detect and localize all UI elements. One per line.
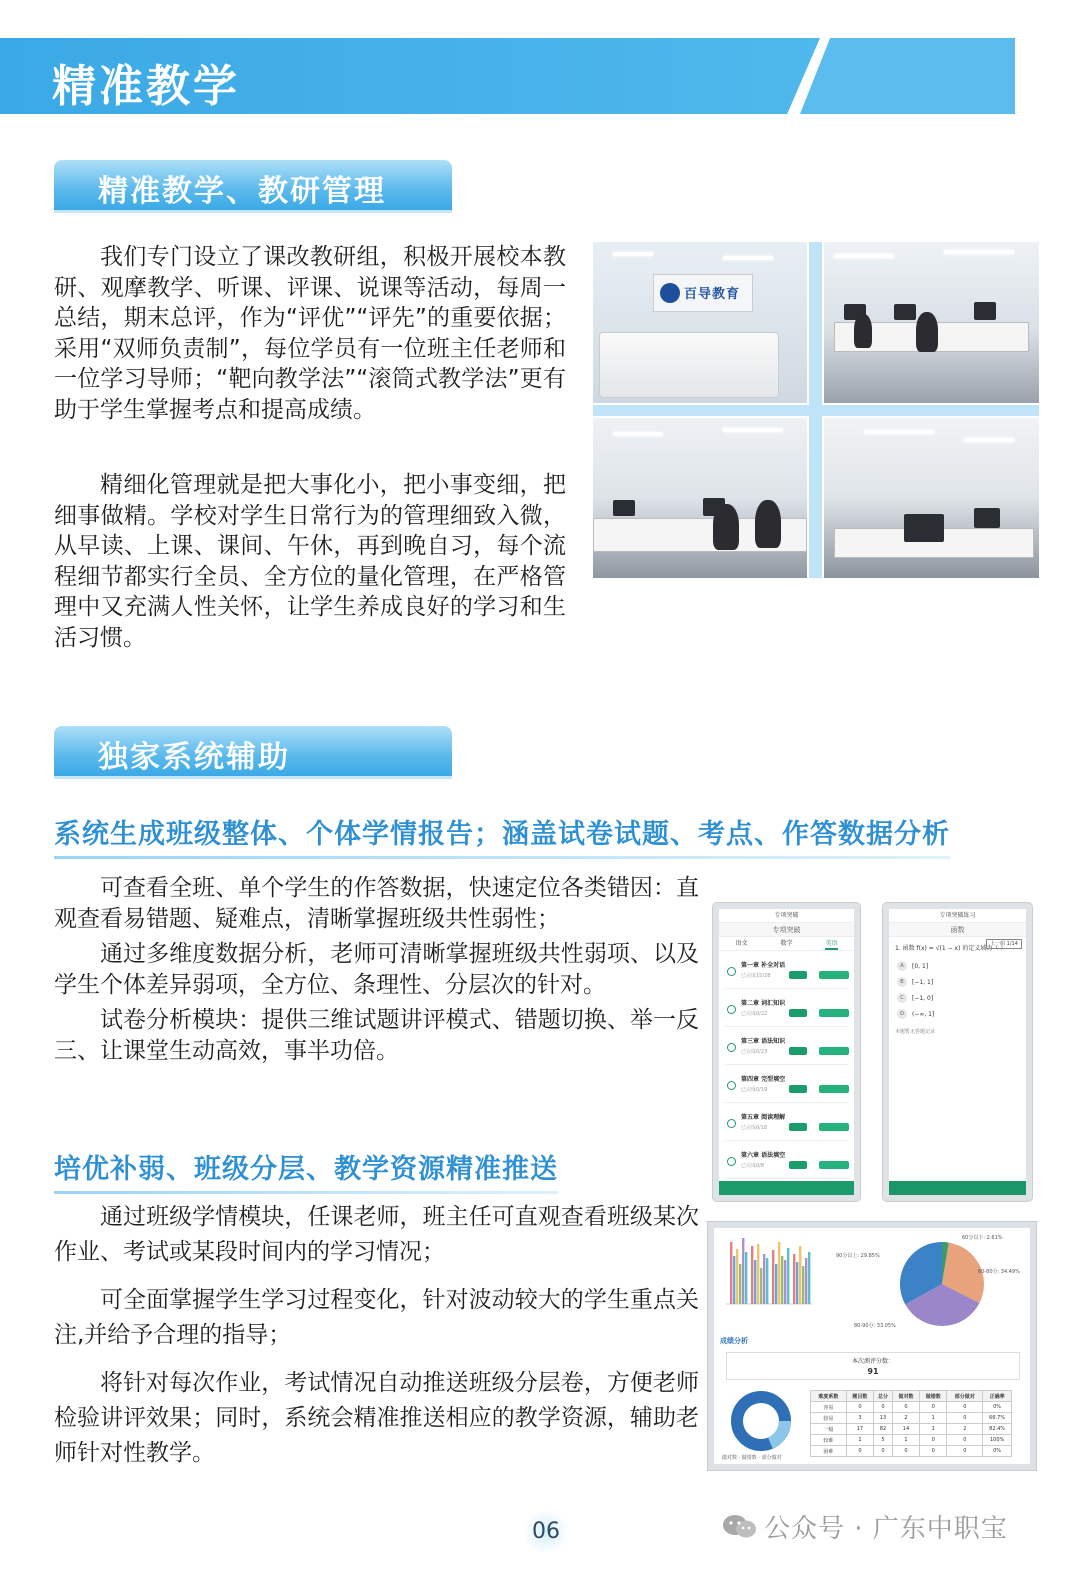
table-cell: 困难: [811, 1446, 847, 1457]
table-cell: 2: [892, 1413, 919, 1424]
table-cell: 0: [920, 1435, 947, 1446]
enter-button[interactable]: [819, 1123, 849, 1131]
check-icon: [727, 1157, 736, 1166]
check-icon: [727, 1043, 736, 1052]
reception-desk: [599, 332, 779, 398]
table-cell: 13: [874, 1413, 893, 1424]
paragraphs-layered: 通过班级学情模块，任课老师，班主任可直观查看班级某次作业、考试或某段时间内的学习情况； 可全面掌握学生学习过程变化，针对波动较大的学生重点关注,并给予合理的指导； 将针对每次作业，考试情况自动推送班级分层卷，方便老师检验讲评效果；同时，系统会精准推送相应的教学资源，辅助老师针对性教学。: [54, 1204, 699, 1466]
thumbnail-bar: [802, 1266, 804, 1304]
thumbnail-bar: [751, 1246, 753, 1304]
pie-label: 60-80分: 34.49%: [978, 1269, 1020, 1275]
table-cell: 1: [846, 1435, 873, 1446]
table-header-cell: 做错数: [920, 1391, 947, 1402]
score-box: 本次测评分数： 91: [726, 1352, 1020, 1380]
table-cell: 0: [846, 1446, 873, 1457]
header-banner: [0, 38, 1080, 114]
donut-chart: [726, 1386, 796, 1456]
thumbnail-bar: [787, 1248, 789, 1304]
thumbnail-bar: [757, 1244, 759, 1304]
check-icon: [727, 1005, 736, 1014]
check-icon: [727, 1119, 736, 1128]
answer-option[interactable]: D (−∞, 1]: [889, 1006, 1026, 1022]
photo-divider-vertical: [809, 242, 822, 578]
bar-chart-thumbnail: [724, 1232, 814, 1312]
progress-tag: [789, 1123, 807, 1131]
table-row: [811, 1435, 1012, 1446]
answer-option[interactable]: B [−1, 1]: [889, 974, 1026, 990]
table-cell: 1: [920, 1413, 947, 1424]
app-screenshot-question: 专项突破练习 函数 上一组 1/14 1. 函数 f(x) = √(1 − x) 的定义域为（ ） A [0, 1] B [−1, 1] C [−1, 0] D (−∞, 1] 本题暂无答题记录: [883, 903, 1032, 1201]
enter-button[interactable]: [819, 1161, 849, 1169]
table-cell: 5: [874, 1435, 893, 1446]
table-cell: 82: [874, 1424, 893, 1435]
enter-button[interactable]: [819, 971, 849, 979]
table-header-cell: 题目数: [846, 1391, 873, 1402]
enter-button[interactable]: [819, 1085, 849, 1093]
table-cell: 100%: [983, 1435, 1012, 1446]
table-cell: 较易: [811, 1413, 847, 1424]
topic-list-item[interactable]: 第六章 语法填空 已完成0/8: [725, 1147, 848, 1179]
paragraphs-report: 可查看全班、单个学生的作答数据，快速定位各类错因：直观查看易错题、疑难点，清晰掌握班级共性弱性； 通过多维度数据分析，老师可清晰掌握班级共性弱项、以及学生个体差异弱项，全方位、条理性、分层次的针对。 试卷分析模块：提供三维试题讲评模式、错题切换、举一反三、让课堂生动高效，事半功倍。: [54, 875, 699, 1064]
app-screenshot-topics: 专项突破 专项突破 语文 数学 英语 第一章 补全对话 已完成15/28 第二章 词汇知识 已完成0/22 第三章 语法知识 已完成0/23 第四章 完型填空 已完成0/19 第五章 阅读理解 已完成0/18 第六章 语法填空 已完成0/8: [713, 903, 860, 1201]
thumbnail-bar: [736, 1249, 738, 1304]
thumbnail-bar: [760, 1268, 762, 1304]
analysis-report-screenshot: [708, 1222, 1036, 1470]
photo-reception: [593, 242, 807, 403]
table-cell: 0: [947, 1402, 983, 1413]
section-title: 精准教学、教研管理: [98, 174, 386, 209]
page-number: 06: [522, 1512, 570, 1552]
enter-button[interactable]: [819, 1047, 849, 1055]
table-header-cell: 做对数: [892, 1391, 919, 1402]
thumbnail-bar: [739, 1264, 741, 1304]
topic-list-item[interactable]: 第二章 词汇知识 已完成0/22: [725, 995, 848, 1027]
table-header-cell: 部分做对: [947, 1391, 983, 1402]
table-cell: 0: [920, 1446, 947, 1457]
table-row: [811, 1413, 1012, 1424]
table-row: [811, 1446, 1012, 1457]
photo-classroom-3: [824, 418, 1039, 578]
table-cell: 0: [892, 1402, 919, 1413]
section-title: 独家系统辅助: [98, 740, 290, 775]
progress-tag: [789, 971, 807, 979]
table-cell: 17: [846, 1424, 873, 1435]
subject-tabs: 语文 数学 英语: [719, 937, 854, 951]
table-header-cell: 正确率: [983, 1391, 1012, 1402]
pie-label: 90分以上: 29.85%: [836, 1253, 880, 1259]
progress-tag: [789, 1161, 807, 1169]
check-icon: [727, 967, 736, 976]
table-cell: 14: [892, 1424, 919, 1435]
thumbnail-bar: [793, 1254, 795, 1304]
difficulty-table: [810, 1390, 1012, 1457]
thumbnail-bar: [742, 1238, 744, 1304]
table-cell: 0: [874, 1402, 893, 1413]
topic-list-item[interactable]: 第一章 补全对话 已完成15/28: [725, 957, 848, 989]
table-row: [811, 1402, 1012, 1413]
watermark: 公众号 · 广东中职宝: [722, 1508, 1008, 1545]
topic-list-item[interactable]: 第三章 语法知识 已完成0/23: [725, 1033, 848, 1065]
check-icon: [727, 1081, 736, 1090]
section-header-teaching: [54, 160, 452, 210]
table-cell: 66.7%: [983, 1413, 1012, 1424]
subheading-report: 系统生成班级整体、个体学情报告；涵盖试卷试题、考点、作答数据分析: [54, 812, 950, 851]
thumbnail-bar: [730, 1242, 732, 1304]
thumbnail-bar: [784, 1260, 786, 1304]
thumbnail-bar: [733, 1256, 735, 1304]
pie-label: 80-90分: 33.05%: [854, 1323, 896, 1329]
banner-tail: [800, 38, 1015, 114]
progress-tag: [789, 1085, 807, 1093]
report-section-label: 成绩分析: [720, 1337, 748, 1345]
thumbnail-bar: [778, 1242, 780, 1304]
topic-list-item[interactable]: 第四章 完型填空 已完成0/19: [725, 1071, 848, 1103]
page-title: 精准教学: [52, 61, 240, 112]
table-cell: 容易: [811, 1402, 847, 1413]
table-cell: 一般: [811, 1424, 847, 1435]
thumbnail-bar: [781, 1256, 783, 1304]
progress-tag: [789, 1009, 807, 1017]
table-cell: 0: [947, 1413, 983, 1424]
thumbnail-bar: [808, 1252, 810, 1304]
donut-legend: 做对数 · 做错数 · 部分做对: [722, 1455, 782, 1461]
table-header-cell: 难度系数: [811, 1391, 847, 1402]
section-header-system: [54, 726, 452, 776]
wechat-icon: [722, 1514, 758, 1540]
thumbnail-bar: [799, 1246, 801, 1304]
thumbnail-bar: [745, 1252, 747, 1304]
table-cell: 0: [920, 1402, 947, 1413]
progress-tag: [789, 1047, 807, 1055]
subheading-layered: 培优补弱、班级分层、教学资源精准推送: [54, 1147, 558, 1186]
pie-label: 60分以下: 2.61%: [962, 1235, 1003, 1241]
thumbnail-bar: [805, 1258, 807, 1304]
table-cell: 0: [892, 1446, 919, 1457]
table-cell: 0%: [983, 1446, 1012, 1457]
table-cell: 0: [947, 1446, 983, 1457]
table-cell: 0%: [983, 1402, 1012, 1413]
paragraph-teaching-research: 我们专门设立了课改教研组，积极开展校本教研、观摩教学、听课、评课、说课等活动，每周一总结，期末总评，作为“评优”“评先”的重要依据；采用“双师负责制”，每位学员有一位班主任老师和一位学习导师；“靶向教学法”“滚筒式教学法”更有助于学生掌握考点和提高成绩。: [54, 244, 566, 423]
thumbnail-bar: [772, 1250, 774, 1304]
thumbnail-bar: [796, 1262, 798, 1304]
table-cell: 0: [874, 1446, 893, 1457]
table-cell: 3: [846, 1413, 873, 1424]
table-row: [811, 1424, 1012, 1435]
table-cell: 较难: [811, 1435, 847, 1446]
enter-button[interactable]: [819, 1009, 849, 1017]
topic-list-item[interactable]: 第五章 阅读理解 已完成0/18: [725, 1109, 848, 1141]
table-cell: 82.4%: [983, 1424, 1012, 1435]
paragraph-management: 精细化管理就是把大事化小，把小事变细，把细事做精。学校对学生日常行为的管理细致入微，从早读、上课、课间、午休，再到晚自习，每个流程细节都实行全员、全方位的量化管理，在严格管理中又充满人性关怀，让学生养成良好的学习和生活习惯。: [54, 472, 566, 651]
table-header-cell: 总分: [874, 1391, 893, 1402]
thumbnail-bar: [775, 1264, 777, 1304]
table-cell: 2: [947, 1424, 983, 1435]
school-logo: 百导教育: [653, 274, 753, 312]
photo-classroom-2: [593, 418, 807, 578]
table-cell: 0: [947, 1435, 983, 1446]
thumbnail-bar: [763, 1254, 765, 1304]
answer-option[interactable]: A [0, 1]: [889, 958, 1026, 974]
score-pie-chart: [884, 1234, 1004, 1334]
table-cell: 1: [920, 1424, 947, 1435]
thumbnail-bar: [754, 1260, 756, 1304]
thumbnail-bar: [766, 1258, 768, 1304]
photo-classroom-1: [824, 242, 1039, 403]
answer-option[interactable]: C [−1, 0]: [889, 990, 1026, 1006]
table-cell: 1: [892, 1435, 919, 1446]
table-cell: 0: [846, 1402, 873, 1413]
